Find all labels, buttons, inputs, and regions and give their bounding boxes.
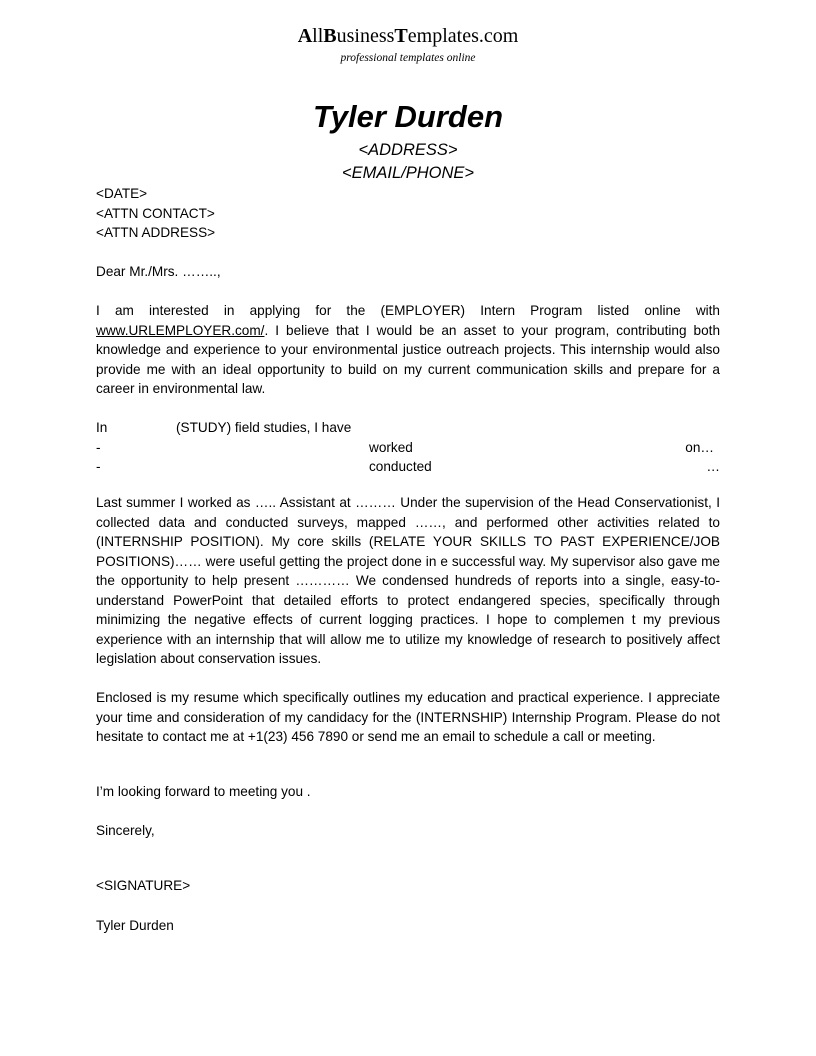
studies-block — [96, 418, 720, 477]
attn-address-line: <ATTN ADDRESS> — [96, 225, 216, 240]
date-line: <DATE> — [96, 186, 148, 201]
signer-name: Tyler Durden — [96, 918, 174, 933]
brand-tagline: professional templates online — [340, 52, 476, 64]
signature-placeholder: <SIGNATURE> — [96, 878, 191, 893]
closing-line: I’m looking forward to meeting you . — [96, 784, 311, 799]
attn-contact-line: <ATTN CONTACT> — [96, 205, 215, 221]
greeting: Dear Mr./Mrs. …….., — [96, 264, 221, 279]
recipient-block — [96, 184, 720, 243]
brand-logo: AllBusinessTemplates.com — [297, 25, 519, 47]
studies-row: - worked on… — [96, 439, 714, 455]
paragraph-intro: I am interested in applying for the (EMPLOYER) Intern Program listed online with www.URLEMPLOYER.com/. I believe that I would be an asset to your program, contributing both knowledge and experience to your environmental justice outreach projects. This internship would also provide me with an ideal opportunity to build on my current communication skills and prepare for a career in environmental law. — [96, 303, 720, 396]
paragraph-enclosure: Enclosed is my resume which specifically outlines my education and practical experience. I appreciate your time and consideration of my candidacy for the (INTERNSHIP) Internship Program. Please do not hesitate to contact me at +1(23) 456 7890 or send me an email to schedule a call or meeting. — [96, 690, 720, 744]
sender-name: Tyler Durden — [312, 99, 504, 134]
employer-link[interactable]: www.URLEMPLOYER.com/ — [96, 322, 265, 338]
sender-contact: <EMAIL/PHONE> — [341, 164, 475, 182]
paragraph-experience: Last summer I worked as ….. Assistant at ……… Under the supervision of the Head Conservationist, I collected data and conducted surveys, mapped ……, and performed other activities related to (INTERNSHIP POSITION). My core skills (RELATE YOUR SKILLS TO PAST EXPERIENCE/JOB POSITIONS)…… were useful getting the project done in e successful way. My supervisor also gave me the opportunity to help present ………… We condensed hundreds of reports into a single, easy-to-understand PowerPoint that detailed efforts to protect endangered species, specifically through minimizing the negative effects of current logging practices. I hope to complemen t my previous experience with an internship that will allow me to utilize my knowledge of research to positively affect legislation about conservation issues. — [96, 495, 720, 666]
sender-address: <ADDRESS> — [358, 141, 458, 159]
studies-row: - conducted … — [96, 459, 720, 474]
studies-line: In (STUDY) field studies, I have — [96, 420, 352, 435]
sign-off: Sincerely, — [96, 823, 155, 838]
